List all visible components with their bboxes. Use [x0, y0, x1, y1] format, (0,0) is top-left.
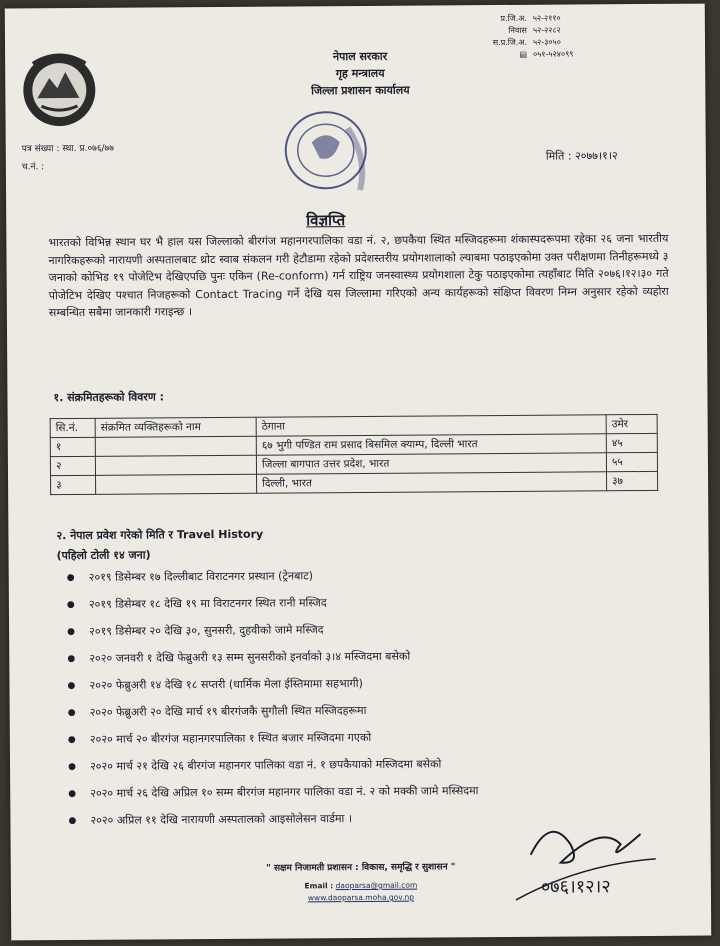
cell-address: दिल्ली, भारत	[257, 472, 607, 493]
cell-age: ४५	[606, 433, 657, 452]
office-stamp-icon	[267, 98, 398, 209]
column-header: ठेगाना	[256, 415, 606, 436]
contact-label: निवास	[508, 25, 527, 35]
cell-sn: २	[50, 456, 95, 475]
contact-label: स.प्र.जि.अ.	[492, 37, 528, 48]
contact-row	[475, 12, 573, 25]
government-name: नेपाल सरकार	[332, 49, 388, 64]
contact-value: ५२-३०५०	[532, 37, 561, 47]
office-header	[275, 47, 445, 99]
list-item: ● २०२० मार्च २१ देखि २६ बीरगंज महानगर पालिका वडा नं. १ छपकैयाको मस्जिदमा बसेको	[68, 755, 658, 775]
notice-title: विज्ञप्ति	[306, 211, 346, 230]
reference-number: पत्र संख्या : स्था. प्र.०७६/७७	[21, 143, 114, 155]
dispatch-number: च.नं. :	[21, 162, 45, 173]
contact-row	[475, 36, 573, 49]
website-link[interactable]: www.daoparsa.moha.gov.np	[307, 892, 415, 903]
column-header: संक्रमित व्यक्तिहरूको नाम	[95, 417, 256, 437]
list-item: ● २०२० अप्रिल ११ देखि नारायणी अस्पतालको आइसोलेसन वार्डमा ।	[68, 809, 658, 829]
contact-value: ५२-२२८२	[532, 25, 561, 35]
list-item: ● २०२० फेब्रुअरी १४ देखि १८ सप्तरी (धार्मिक मेला ईस्तिमामा सहभागी)	[67, 674, 657, 694]
list-item: ● २०२० मार्च २६ देखि अप्रिल १० सम्म बीरगंज महानगर पालिका वडा नं. २ को मक्की जामे मस्सिदमा	[68, 782, 658, 802]
contact-value: ०५१-५२४०९९	[533, 49, 574, 59]
section2-subheading: (पहिलो टोली १४ जना)	[56, 548, 151, 563]
contact-numbers	[475, 12, 574, 61]
nepal-government-emblem-icon	[19, 48, 100, 131]
office-motto: " सक्षम निजामती प्रशासन : विकास, समृद्धि र सुशासन "	[266, 862, 456, 874]
cell-name	[96, 474, 257, 494]
contact-value: ५२-२११०	[532, 13, 561, 23]
section1-heading: १. संक्रमितहरूको विवरण :	[53, 390, 165, 405]
travel-history-list	[67, 566, 659, 840]
ministry-name: गृह मन्त्रालय	[335, 66, 385, 81]
contact-footer	[271, 879, 451, 904]
cell-age: ३७	[607, 471, 658, 490]
cell-name	[95, 455, 256, 475]
column-header: सि.नं.	[50, 418, 95, 437]
list-item: ● २०१९ डिसेम्बर १७ दिल्लीबाट विराटनगर प्रस्थान (ट्रेनबाट)	[67, 566, 657, 586]
letter-date: मिति : २०७७।१।२	[545, 149, 618, 163]
cell-address: जिल्ला बागपात उत्तर प्रदेश, भारत	[256, 453, 606, 474]
contact-label: प्र.जि.अ.	[500, 13, 527, 23]
column-header: उमेर	[606, 414, 657, 433]
reference-block	[22, 140, 114, 177]
table-row	[51, 471, 658, 494]
cell-name	[95, 436, 256, 456]
cell-age: ५५	[606, 452, 657, 471]
signature-date: ०७६।१२।२	[540, 876, 611, 898]
fax-icon: ▤	[519, 49, 528, 59]
list-item: ● २०१९ डिसेम्बर १८ देखि १९ मा विराटनगर स्थित रानी मस्जिद	[67, 593, 657, 613]
intro-paragraph: भारतको विभिन्न स्थान घर भै हाल यस जिल्लाको बीरगंज महानगरपालिका वडा नं. २, छपकैया स्थित मस्जिदहरूमा शंकास्पदरूपमा रहेका २६ जना भारतीय नागरिकहरूको नारायणी अस्पतालबाट थ्रोट स्वाब संकलन गरी हेटौडामा रहेको प्रदेशस्तरीय प्रयोगशालाको ल्याबमा पठाइएकोमा उक्त परीक्षणमा तिनीहरूमध्ये ३ जनाको कोभिड १९ पोजेटिभ देखिएपछि पुनः एकिन (Re-conform) गर्न राष्ट्रिय जनस्वास्थ्य प्रयोगशाला टेकु पठाइएकोमा त्यहाँबाट मिति २०७६।१२।३० गते पोजेटिभ देखिए पश्चात निजहरूको Contact Tracing गर्ने देखि यस जिल्लामा गरिएको अन्य कार्यहरूको संक्षिप्त विवरण निम्न अनुसार रहेको व्यहोरा सम्बन्धित सबैमा जानकारी गराइन्छ ।	[48, 231, 669, 320]
cell-sn: ३	[51, 475, 96, 494]
list-item: ● २०२० फेब्रुअरी २० देखि मार्च १९ बीरगंजकै सुगौली स्थित मस्जिदहरूमा	[68, 701, 658, 721]
office-name: जिल्ला प्रशासन कार्यालय	[311, 83, 410, 98]
list-item: ● २०२० जनवरी १ देखि फेब्रुअरी १३ सम्म सुनसरीको इनर्वाको ३।४ मस्जिदमा बसेको	[67, 647, 657, 667]
contact-row	[475, 48, 573, 61]
cell-sn: १	[50, 437, 95, 456]
contact-row	[475, 24, 573, 37]
email-link[interactable]: daoparsa@gmail.com	[335, 880, 418, 891]
section2-heading: २. नेपाल प्रवेश गरेको मिति र Travel History	[56, 527, 264, 543]
infected-persons-table	[50, 414, 659, 495]
cell-address: ६७ भुगी पण्डित राम प्रसाद बिसमिल क्याम्प, दिल्ली भारत	[256, 434, 606, 455]
list-item: ● २०२० मार्च २० बीरगंज महानगरपालिका १ स्थित बजार मस्जिदमा गएको	[68, 728, 658, 748]
section2-heading-block	[56, 525, 263, 566]
list-item: ● २०१९ डिसेम्बर २० देखि ३०, सुनसरी, दुहवीको जामे मस्जिद	[67, 620, 657, 640]
email-label: Email :	[304, 881, 334, 891]
signature-icon	[510, 804, 661, 905]
notice-document	[5, 4, 711, 941]
